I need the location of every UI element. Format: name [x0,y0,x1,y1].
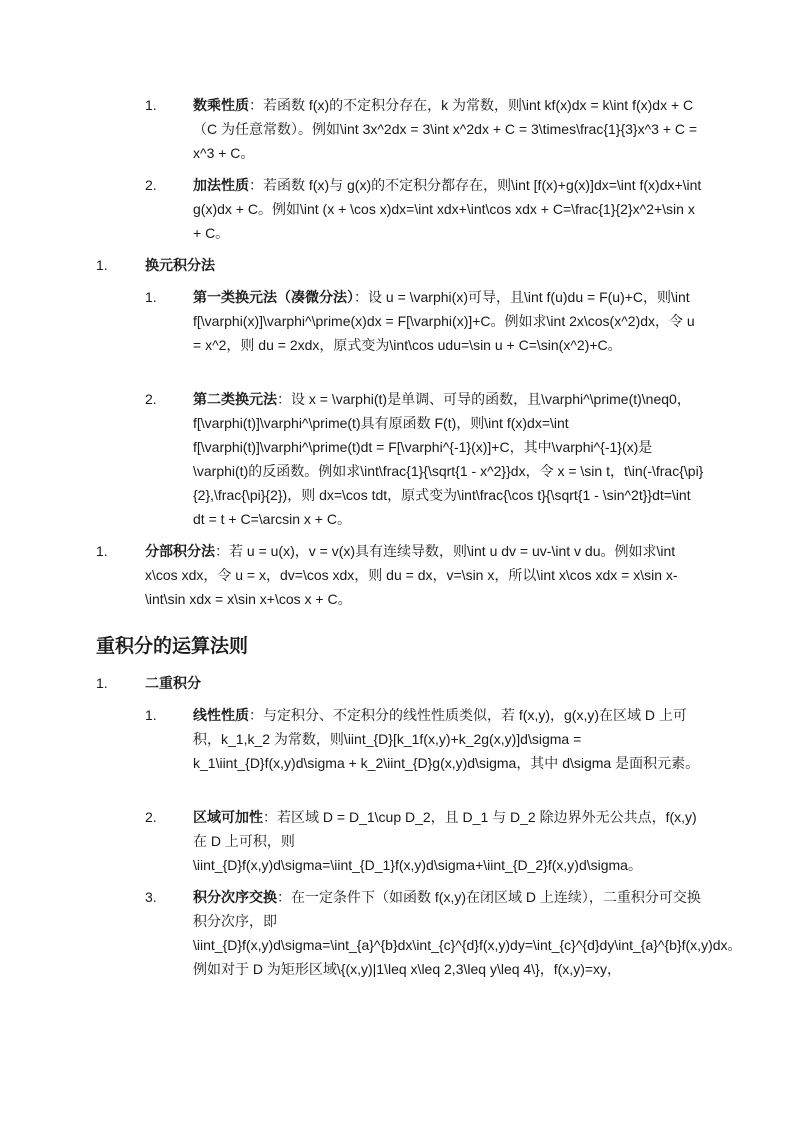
item-text: ：在一定条件下（如函数 f(x,y)在闭区域 D 上连续），二重积分可交换积分次序，即\iint_{D}f(x,y)d\sigma=\int_{a}^{b}dx\int_{c}^{d}f(x,y)dy=\int_{c}^{d}dy\int_{a}^{b}f(x,y)dx。例如对于 D 为矩形区域\{(x,y)|1\leq x\leq 2,3\leq y\leq 4\}，f(x,y)=xy， [193,889,742,977]
section-heading: 重积分的运算法则 [96,636,249,657]
list-item-body [145,253,705,277]
list-item-body [193,387,705,531]
item-title: 分部积分法 [145,543,215,559]
item-title: 第一类换元法（凑微分法） [193,289,354,305]
item-text: ：设 u = \varphi(x)可导，且\int f(u)du = F(u)+C，则\int f[\varphi(x)]\varphi^\prime(x)dx = F[\varphi(x)]+C。例如求\int 2x\cos(x^2)dx，令 u = x^2，则 du = 2xdx，原式变为\int\cos udu=\sin u + C=\sin(x^2)+C。 [193,289,695,353]
item-title: 二重积分 [145,675,201,691]
item-text: ：若函数 f(x)与 g(x)的不定积分都存在，则\int [f(x)+g(x)]dx=\int f(x)dx+\int g(x)dx + C。例如\int (x + \cos x)dx=\int xdx+\int\cos xdx + C=\frac{1}{2}x^2+\sin x + C。 [193,177,702,241]
item-title: 线性性质 [193,707,249,723]
list-item-body [193,93,705,165]
list-number: 3. [145,889,157,905]
list-item-body [193,885,742,981]
list-number: 1. [96,543,108,559]
item-title: 区域可加性 [193,809,263,825]
list-item-body [193,805,705,877]
list-item-body [193,703,705,775]
item-title: 第二类换元法 [193,391,277,407]
list-number: 1. [145,289,157,305]
item-text: ：设 x = \varphi(t)是单调、可导的函数，且\varphi^\prime(t)\neq0，f[\varphi(t)]\varphi^\prime(t)具有原函数 F(t)，则\int f(x)dx=\int f[\varphi(t)]\varphi^\prime(t)dt = F[\varphi^{-1}(x)]+C，其中\varphi^{-1}(x)是\varphi(t)的反函数。例如求\int\frac{1}{\sqrt{1 - x^2}}dx，令 x = \sin t，t\in(-\frac{\pi}{2},\frac{\pi}{2})，则 dx=\cos tdt，原式变为\int\frac{\cos t}{\sqrt{1 - \sin^2t}}dt=\int dt = t + C=\arcsin x + C。 [193,391,704,527]
list-number: 1. [145,97,157,113]
list-number: 1. [96,257,108,273]
item-title: 积分次序交换 [193,889,277,905]
list-number: 2. [145,809,157,825]
item-text: ：若 u = u(x)，v = v(x)具有连续导数，则\int u dv = uv-\int v du。例如求\int x\cos xdx，令 u = x，dv=\cos xdx，则 du = dx，v=\sin x，所以\int x\cos xdx = x\sin x-\int\sin xdx = x\sin x+\cos x + C。 [145,543,678,607]
list-item-body [145,671,705,695]
item-title: 数乘性质 [193,97,249,113]
list-number: 2. [145,391,157,407]
list-number: 1. [96,675,108,691]
list-number: 1. [145,707,157,723]
list-item-body [193,173,705,245]
item-title: 加法性质 [193,177,249,193]
item-title: 换元积分法 [145,257,215,273]
list-number: 2. [145,177,157,193]
list-item-body [145,539,705,611]
item-text: ：若区域 D = D_1\cup D_2，且 D_1 与 D_2 除边界外无公共点，f(x,y)在 D 上可积，则\iint_{D}f(x,y)d\sigma=\iint_{D_1}f(x,y)d\sigma+\iint_{D_2}f(x,y)d\sigma。 [193,809,697,873]
item-text: ：若函数 f(x)的不定积分存在，k 为常数，则\int kf(x)dx = k\int f(x)dx + C（C 为任意常数）。例如\int 3x^2dx = 3\int x^2dx + C = 3\times\frac{1}{3}x^3 + C = x^3 + C。 [193,97,698,161]
item-text: ：与定积分、不定积分的线性性质类似，若 f(x,y)，g(x,y)在区域 D 上可积，k_1,k_2 为常数，则\iint_{D}[k_1f(x,y)+k_2g(x,y)]d\sigma = k_1\iint_{D}f(x,y)d\sigma + k_2\iint_{D}g(x,y)d\sigma，其中 d\sigma 是面积元素。 [193,707,700,771]
list-item-body [193,285,705,357]
